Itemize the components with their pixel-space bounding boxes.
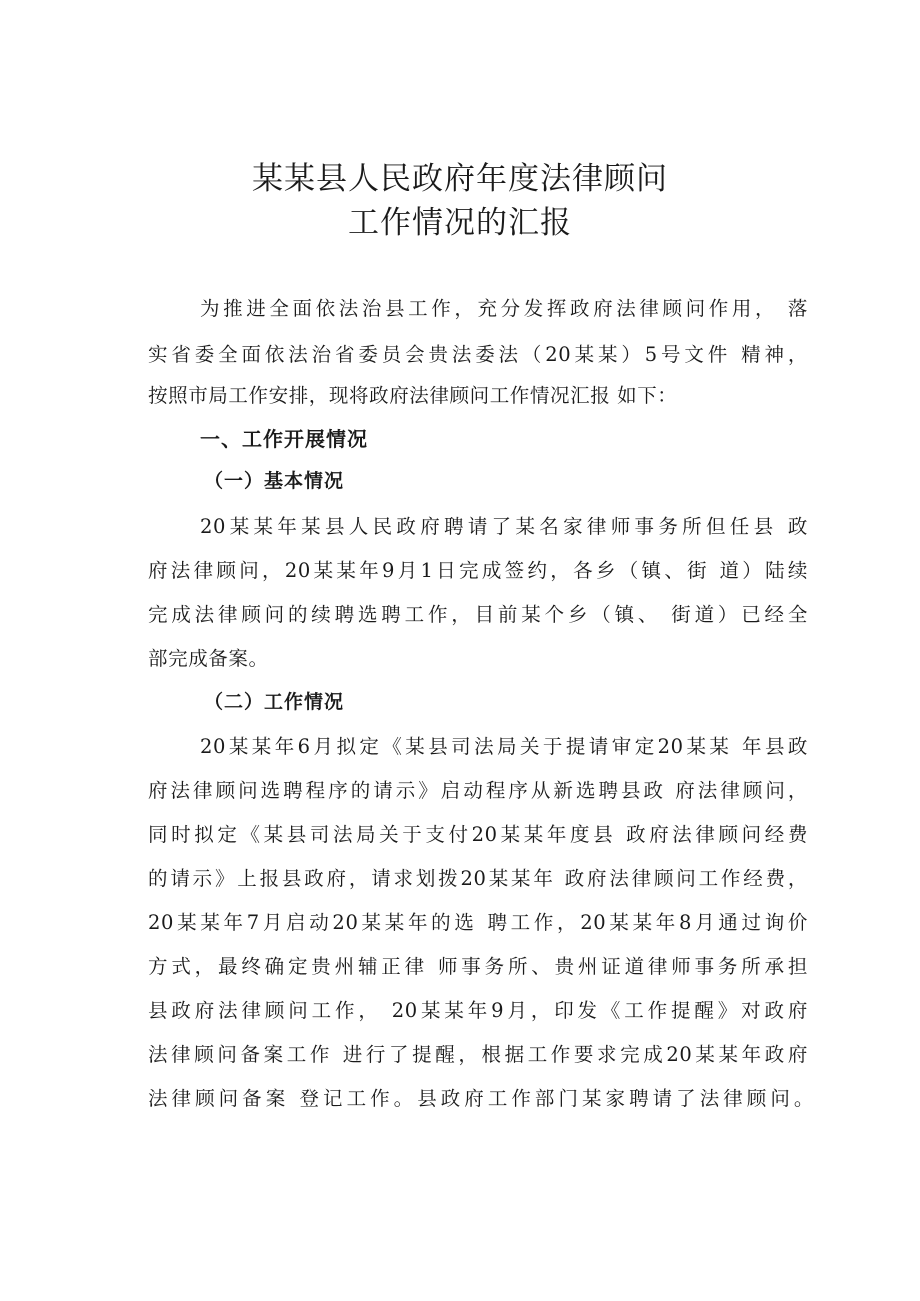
paragraph-line: 20某某年7月启动20某某年的选 聘工作，20某某年8月通过询价 (148, 911, 808, 934)
subsection-heading: （二）工作情况 (204, 691, 345, 713)
paragraph-line: 府法律顾问，20某某年9月1日完成签约，各乡（镇、街 道）陆续 (148, 559, 808, 582)
paragraph-line: 完成法律顾问的续聘选聘工作，目前某个乡（镇、 街道）已经全 (148, 603, 808, 626)
intro-line: 实省委全面依法治省委员会贵法委法（20某某）5号文件 精神， (148, 343, 808, 366)
paragraph-line: 的请示》上报县政府，请求划拨20某某年 政府法律顾问工作经费， (148, 867, 808, 890)
document-title-line-1: 某某县人民政府年度法律顾问 (252, 161, 668, 197)
paragraph-line: 同时拟定《某县司法局关于支付20某某年度县 政府法律顾问经费 (148, 823, 808, 846)
paragraph-line: 县政府法律顾问工作， 20某某年9月，印发《工作提醒》对政府 (148, 999, 808, 1022)
document-title-line-2: 工作情况的汇报 (348, 205, 572, 241)
intro-line: 按照市局工作安排，现将政府法律顾问工作情况汇报 如下： (148, 384, 678, 407)
paragraph-line: 方式，最终确定贵州辅正律 师事务所、贵州证道律师事务所承担 (148, 955, 808, 978)
paragraph-line: 府法律顾问选聘程序的请示》启动程序从新选聘县政 府法律顾问， (148, 779, 808, 802)
section-heading: 一、工作开展情况 (200, 427, 368, 451)
intro-line: 为推进全面依法治县工作，充分发挥政府法律顾问作用， 落 (200, 297, 808, 320)
paragraph-line: 法律顾问备案 登记工作。县政府工作部门某家聘请了法律顾问。 (148, 1087, 814, 1110)
subsection-heading: （一）基本情况 (204, 470, 345, 492)
paragraph-line: 20某某年6月拟定《某县司法局关于提请审定20某某 年县政 (200, 735, 808, 758)
paragraph-line: 部完成备案。 (148, 647, 269, 670)
paragraph-line: 法律顾问备案工作 进行了提醒，根据工作要求完成20某某年政府 (148, 1043, 808, 1066)
paragraph-line: 20某某年某县人民政府聘请了某名家律师事务所但任县 政 (200, 515, 808, 538)
